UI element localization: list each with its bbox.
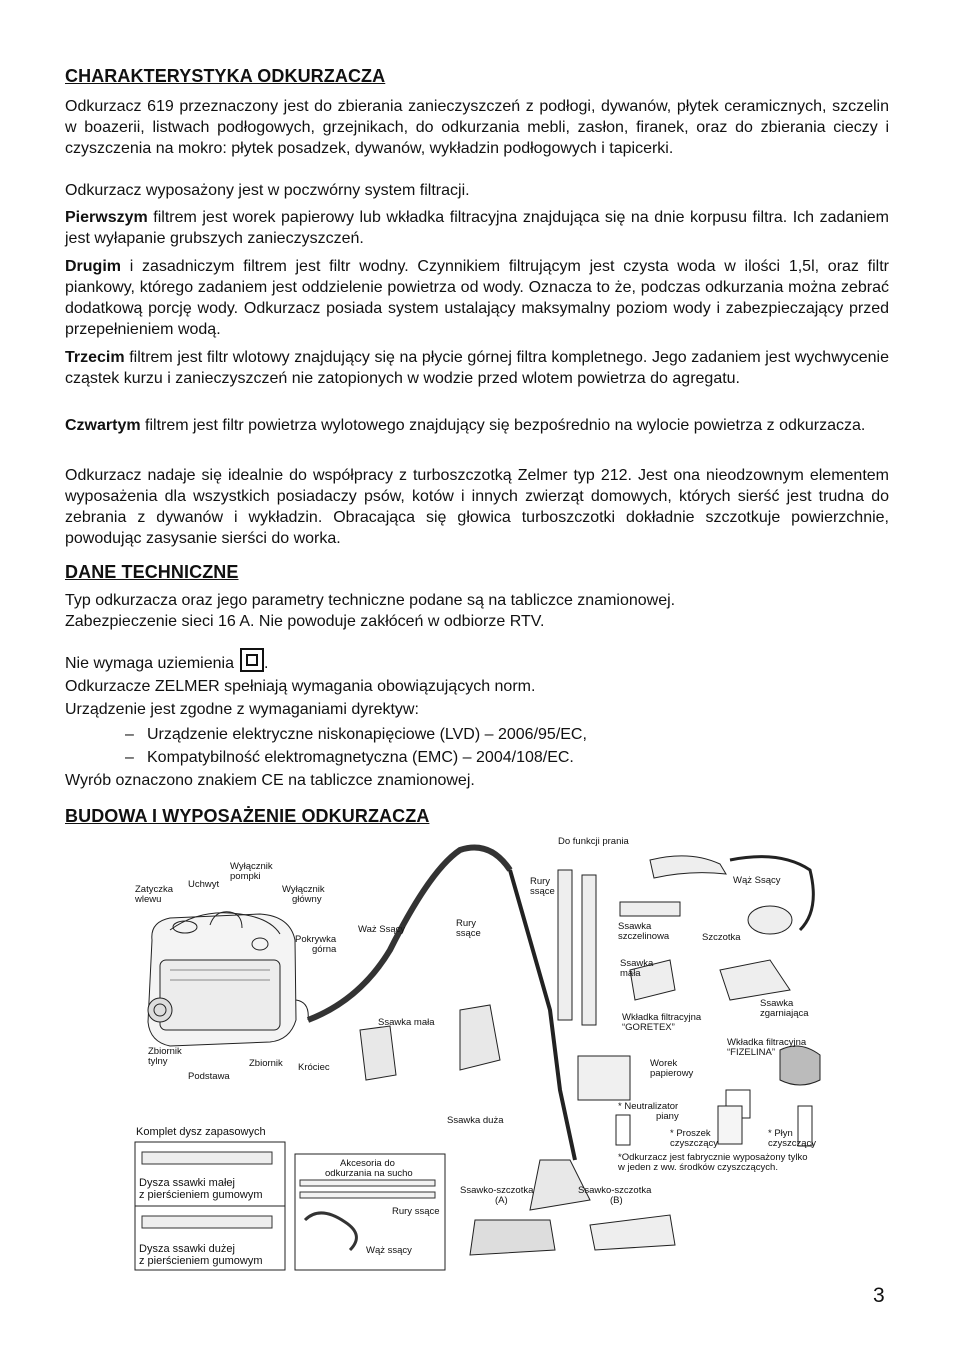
svg-text:*Odkurzacz jest fabrycznie wyp: *Odkurzacz jest fabrycznie wyposażony tylko [618, 1152, 808, 1163]
directive-item-lvd [125, 724, 587, 745]
svg-text:Ssawka: Ssawka [760, 998, 794, 1009]
svg-text:w jeden z ww. środków czyszczą: w jeden z ww. środków czyszczących. [618, 1162, 778, 1173]
heading-technical: DANE TECHNICZNE [65, 562, 239, 582]
heading-characteristics: CHARAKTERYSTYKA ODKURZACZA [65, 66, 386, 86]
svg-text:Komplet dysz zapasowych: Komplet dysz zapasowych [136, 1126, 266, 1138]
svg-text:czyszczący: czyszczący [670, 1138, 719, 1149]
svg-text:Króciec: Króciec [298, 1062, 330, 1073]
svg-text:z pierścieniem gumowym: z pierścieniem gumowym [139, 1255, 263, 1267]
small-nozzle [360, 1026, 396, 1080]
svg-text:Zbiornik: Zbiornik [148, 1046, 182, 1057]
svg-text:Zbiornik: Zbiornik [249, 1058, 283, 1069]
svg-text:wlewu: wlewu [135, 894, 162, 905]
bullet-dash: – [125, 726, 134, 743]
svg-text:Uchwyt: Uchwyt [188, 879, 220, 890]
directive-item-emc [125, 747, 574, 768]
tube-left [558, 870, 572, 1020]
svg-text:“FIZELINA”: “FIZELINA” [727, 1047, 776, 1058]
svg-text:Do funkcji prania: Do funkcji prania [558, 836, 629, 847]
filter-3-text: filtrem jest filtr wlotowy znajdujący się na płycie górnej filtra kompletnego. Jego zadaniem jest wychwycenie cząstek kurzu i zanieczyszczeń nie zatopionych w wodzie przed wlotem powietrza do agregatu. [65, 349, 889, 387]
filter-1-lead: Pierwszym [65, 209, 148, 226]
tech-line-2: Zabezpieczenie sieci 16 A. Nie powoduje zakłóceń w odbiorze RTV. [65, 613, 545, 630]
heading-construction: BUDOWA I WYPOSAŻENIE ODKURZACZA [65, 806, 430, 826]
bullet-dash: – [125, 749, 134, 766]
tube-right [582, 875, 596, 1025]
paragraph-turbo-brush: Odkurzacz nadaje się idealnie do współpracy z turboszczotką Zelmer typ 212. Jest ona nieodzownym elementem wyposażenia dla wszystkich posiadaczy psów, kotów i innych zwierząt domowych, których sierść jest trudna do zebrania z dywanów i wykładzin. Obracająca się głowica turboszczotki dokładnie szczotkuje powierzchnie, powodując zasysanie sierści do worka. [65, 467, 889, 547]
svg-text:Dysza ssawki dużej: Dysza ssawki dużej [139, 1243, 235, 1255]
svg-text:Pokrywka: Pokrywka [295, 934, 337, 945]
svg-text:Ssawka: Ssawka [618, 921, 652, 932]
svg-text:Dysza ssawki małej: Dysza ssawki małej [139, 1177, 235, 1189]
svg-text:z pierścieniem gumowym: z pierścieniem gumowym [139, 1189, 263, 1201]
svg-text:Wąż Ssący: Wąż Ssący [733, 875, 781, 886]
medium-nozzle [460, 1005, 500, 1070]
filter-4-text: filtrem jest filtr powietrza wylotowego znajdujący się bezpośrednio na wylocie powietrza z odkurzacza. [140, 417, 866, 434]
vacuum-body-illustration [148, 912, 308, 1046]
svg-text:szczelinowa: szczelinowa [618, 931, 670, 942]
paragraph-filtration-system: Odkurzacz wyposażony jest w poczwórny system filtracji. [65, 182, 470, 199]
grounding-text: Nie wymaga uziemienia [65, 655, 234, 672]
svg-text:Wkładka filtracyjna: Wkładka filtracyjna [622, 1012, 702, 1023]
svg-text:mała: mała [620, 968, 641, 979]
tech-line-4: Odkurzacze ZELMER spełniają wymagania obowiązujących norm. [65, 678, 536, 695]
paragraph-intro: Odkurzacz 619 przeznaczony jest do zbierania zanieczyszczeń z podłogi, dywanów, płytek ceramicznych, szczelin w boazerii, listwach podłogowych, grzejnikach, do odkurzania mebli, zasłon, firanek, oraz do zbierania cieczy i czyszczenia na mokro: płytek posadzek, dywanów, wykładzin podłogowych i tapicerki. [65, 98, 889, 157]
svg-text:* Płyn: * Płyn [768, 1128, 793, 1139]
svg-text:główny: główny [292, 894, 322, 905]
paragraph-filter-1 [65, 207, 889, 249]
paragraph-filter-2 [65, 256, 889, 340]
svg-text:Wąż ssący: Wąż ssący [366, 1245, 412, 1256]
filter-2-text: i zasadniczym filtrem jest filtr wodny. Czynnikiem filtrującym jest czysta woda w ilości 1,5l, oraz filtr piankowy, którego zadaniem jest oddzielenie powietrza od wody. Oznacza to że, podczas odkurzania można zebrać dodatkową porcję wody. Odkurzacz posiada system ustalający maksymalny poziom wody i zabezpieczający przed przepełnieniem wodą. [65, 258, 889, 338]
svg-text:* Neutralizator: * Neutralizator [618, 1101, 679, 1112]
svg-text:* Proszek: * Proszek [670, 1128, 711, 1139]
svg-text:zgarniająca: zgarniająca [760, 1008, 809, 1019]
svg-text:ssące: ssące [530, 886, 555, 897]
tech-line-1: Typ odkurzacza oraz jego parametry techniczne podane są na tabliczce znamionowej. [65, 592, 676, 609]
svg-text:Szczotka: Szczotka [702, 932, 741, 943]
svg-text:Ssawka: Ssawka [620, 958, 654, 969]
tech-line-grounding [65, 648, 268, 674]
svg-text:papierowy: papierowy [650, 1068, 694, 1079]
svg-text:Ssawko-szczotka: Ssawko-szczotka [460, 1185, 534, 1196]
svg-text:Rury ssące: Rury ssące [392, 1206, 440, 1217]
svg-text:Rury: Rury [456, 918, 477, 929]
svg-text:Ssawko-szczotka: Ssawko-szczotka [578, 1185, 652, 1196]
svg-text:tylny: tylny [148, 1056, 168, 1067]
svg-text:górna: górna [312, 944, 337, 955]
svg-text:Waż Ssący: Waż Ssący [358, 924, 406, 935]
svg-text:Worek: Worek [650, 1058, 678, 1069]
svg-text:(A): (A) [495, 1195, 508, 1206]
filter-3-lead: Trzecim [65, 349, 125, 366]
tech-line-5: Urządzenie jest zgodne z wymaganiami dyrektyw: [65, 701, 419, 718]
svg-text:Ssawka mała: Ssawka mała [378, 1017, 435, 1028]
directive-emc-text: Kompatybilność elektromagnetyczna (EMC) – 2004/108/EC. [147, 749, 574, 766]
svg-text:ssące: ssące [456, 928, 481, 939]
grounding-period: . [263, 655, 269, 672]
svg-text:Podstawa: Podstawa [188, 1071, 230, 1082]
svg-text:“GORETEX”: “GORETEX” [622, 1022, 675, 1033]
svg-text:Ssawka duża: Ssawka duża [447, 1115, 504, 1126]
filter-1-text: filtrem jest worek papierowy lub wkładka filtracyjna znajdująca się na dnie korpusu filtra. Ich zadaniem jest wyłapanie grubszych zanieczyszczeń. [65, 209, 889, 247]
svg-text:Rury: Rury [530, 876, 551, 887]
svg-text:(B): (B) [610, 1195, 623, 1206]
svg-text:Wyłącznik: Wyłącznik [230, 861, 273, 872]
page-number: 3 [873, 1284, 885, 1307]
svg-text:Wyłącznik: Wyłącznik [282, 884, 325, 895]
svg-text:Wkładka filtracyjna: Wkładka filtracyjna [727, 1037, 807, 1048]
tech-line-6: Wyrób oznaczono znakiem CE na tabliczce znamionowej. [65, 772, 475, 789]
svg-text:pompki: pompki [230, 871, 261, 882]
vacuum-parts-diagram [130, 830, 830, 1280]
paragraph-filter-3 [65, 347, 889, 389]
svg-text:Zatyczka: Zatyczka [135, 884, 174, 895]
directive-lvd-text: Urządzenie elektryczne niskonapięciowe (LVD) – 2006/95/EC, [147, 726, 587, 743]
svg-text:odkurzania na sucho: odkurzania na sucho [325, 1168, 413, 1179]
svg-text:piany: piany [656, 1111, 679, 1122]
svg-text:czyszczący: czyszczący [768, 1138, 817, 1149]
filter-2-lead: Drugim [65, 258, 121, 275]
svg-text:Akcesoria do: Akcesoria do [340, 1158, 395, 1169]
filter-4-lead: Czwartym [65, 417, 141, 434]
paragraph-filter-4 [65, 415, 875, 436]
class-ii-symbol-icon [240, 648, 264, 672]
